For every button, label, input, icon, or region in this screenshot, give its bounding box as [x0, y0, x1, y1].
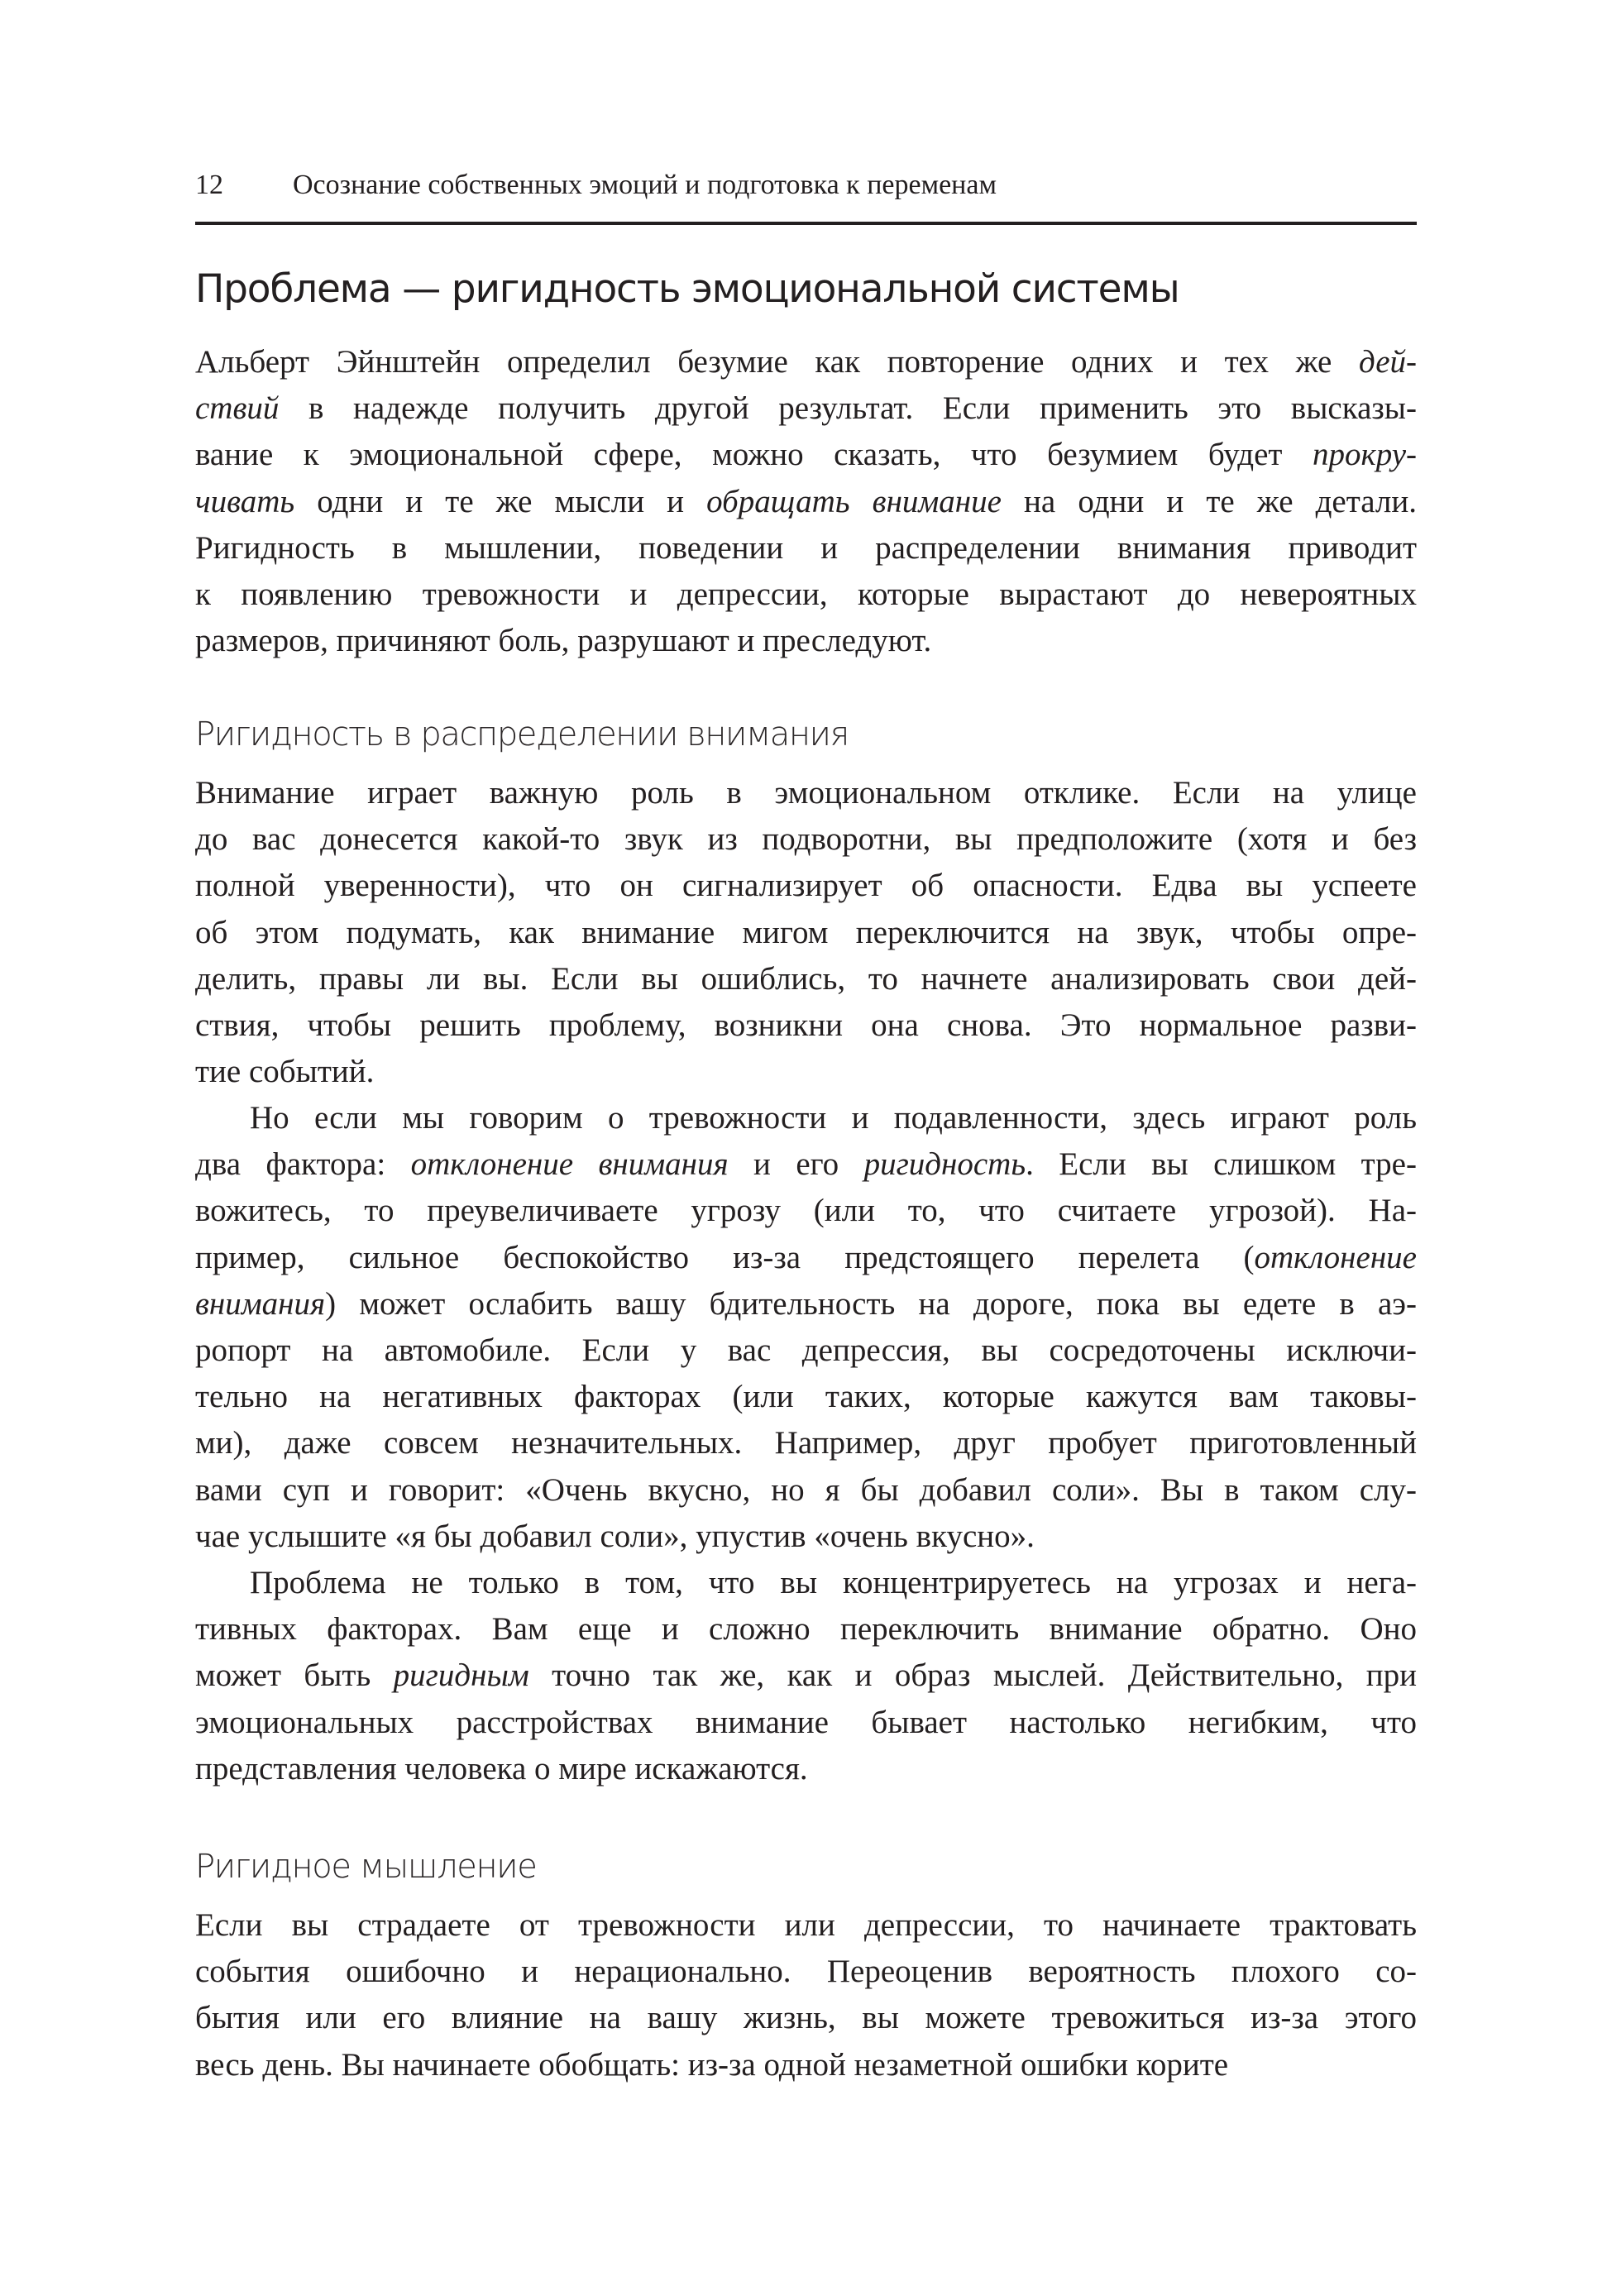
header-rule [195, 222, 1417, 225]
text-run: чае услышите «я бы добавил соли», упустив «очень вкусно». [195, 1518, 1035, 1554]
text-run: ) может ослабить вашу бдительность на дороге, пока вы едете в аэ- [325, 1285, 1417, 1322]
text-line [195, 339, 1417, 385]
text-line [195, 385, 1417, 432]
paragraph [195, 1095, 1417, 1560]
text-run: весь день. Вы начинаете обобщать: из-за одной незаметной ошибки корите [195, 2046, 1229, 2083]
text-line [195, 1700, 1417, 1746]
text-run: ствия, чтобы решить проблему, возникни она снова. Это нормальное разви- [195, 1007, 1417, 1043]
text-line [195, 1995, 1417, 2041]
text-run: эмоциональных расстройствах внимание бывает настолько негибким, что [195, 1704, 1417, 1740]
text-line [195, 572, 1417, 618]
italic-emphasis: отклонение внимания [410, 1146, 729, 1183]
paragraph [195, 1902, 1417, 2088]
text-line [195, 479, 1417, 525]
text-line [195, 1902, 1417, 1949]
text-run: два фактора: [195, 1146, 411, 1183]
italic-emphasis: чивать [195, 483, 295, 519]
text-line [195, 863, 1417, 909]
italic-emphasis: прокру- [1312, 437, 1417, 473]
text-line [195, 1281, 1417, 1327]
text-run: бытия или его влияние на вашу жизнь, вы можете тревожиться из-за этого [195, 2000, 1417, 2036]
italic-emphasis: дей- [1358, 344, 1417, 380]
text-run: одни и те же мысли и [294, 483, 707, 519]
text-line [195, 1002, 1417, 1049]
section-heading: Проблема — ригидность эмоциональной системы [195, 266, 1179, 312]
text-run: к появлению тревожности и депрессии, которые вырастают до невероятных [195, 576, 1417, 612]
text-line [195, 1560, 1417, 1606]
text-run: вожитесь, то преувеличиваете угрозу (или то, что считаете угрозой). На- [195, 1193, 1417, 1229]
running-head [195, 162, 1417, 208]
text-line [195, 618, 1417, 664]
text-line [195, 525, 1417, 572]
text-run: Если вы страдаете от тревожности или депрессии, то начинаете трактовать [195, 1907, 1417, 1943]
paragraph [195, 339, 1417, 664]
text-run: вами суп и говорит: «Очень вкусно, но я бы добавил соли». Вы в таком слу- [195, 1471, 1417, 1508]
italic-emphasis: ригидным [393, 1657, 529, 1694]
text-run: вание к эмоциональной сфере, можно сказать, что безумием будет [195, 437, 1313, 473]
text-run: пример, сильное беспокойство из-за предстоящего перелета ( [195, 1239, 1255, 1275]
text-line [195, 1949, 1417, 1995]
text-run: в надежде получить другой результат. Если применить это высказы- [279, 390, 1417, 427]
italic-emphasis: отклонение [1254, 1239, 1417, 1275]
text-line [195, 910, 1417, 956]
text-line [195, 1653, 1417, 1699]
text-line [195, 816, 1417, 863]
text-run: на одни и те же детали. [1001, 483, 1418, 519]
text-run: тивных факторах. Вам еще и сложно переключить внимание обратно. Оно [195, 1611, 1417, 1648]
subsection-heading: Ригидность в распределении внимания [195, 715, 849, 753]
text-run: . Если вы слишком тре- [1026, 1146, 1417, 1183]
text-line [195, 1235, 1417, 1281]
text-run: Проблема не только в том, что вы концентрируетесь на угрозах и нега- [250, 1565, 1417, 1600]
text-run: тельно на негативных факторах (или таких, которые кажутся вам таковы- [195, 1379, 1417, 1415]
text-line [195, 1514, 1417, 1560]
text-run: тие событий. [195, 1054, 375, 1090]
text-run: размеров, причиняют боль, разрушают и преследуют. [195, 623, 932, 659]
text-line [195, 1467, 1417, 1514]
text-run: Внимание играет важную роль в эмоциональном отклике. Если на улице [195, 775, 1417, 811]
subsection-heading: Ригидное мышление [195, 1848, 537, 1886]
text-run: Но если мы говорим о тревожности и подавленности, здесь играют роль [250, 1100, 1417, 1136]
text-line [195, 1095, 1417, 1141]
text-line [195, 1141, 1417, 1188]
text-run: представления человека о мире искажаются. [195, 1750, 808, 1787]
text-run: и его [728, 1146, 864, 1183]
text-run: делить, правы ли вы. Если вы ошиблись, то начнете анализировать свои дей- [195, 960, 1417, 997]
text-run: об этом подумать, как внимание мигом переключится на звук, чтобы опре- [195, 914, 1417, 950]
text-line [195, 432, 1417, 478]
paragraph [195, 770, 1417, 1095]
text-line [195, 1327, 1417, 1374]
italic-emphasis: ствий [195, 390, 280, 427]
text-line [195, 1420, 1417, 1466]
text-line [195, 2042, 1417, 2088]
text-run: до вас донесется какой-то звук из подворотни, вы предположите (хотя и без [195, 821, 1417, 858]
text-line [195, 1188, 1417, 1234]
text-run: ми), даже совсем незначительных. Например, друг пробует приготовленный [195, 1425, 1417, 1461]
text-line [195, 1606, 1417, 1653]
italic-emphasis: внимания [195, 1285, 326, 1322]
text-run: ропорт на автомобиле. Если у вас депрессия, вы сосредоточены исключи- [195, 1332, 1417, 1368]
text-run: Альберт Эйнштейн определил безумие как повторение одних и тех же [195, 344, 1359, 380]
italic-emphasis: обращать внимание [706, 483, 1002, 519]
text-run: события ошибочно и нерационально. Переоценив вероятность плохого со- [195, 1954, 1417, 1990]
text-line [195, 1374, 1417, 1420]
text-run: полной уверенности), что он сигнализирует об опасности. Едва вы успеете [195, 868, 1417, 904]
text-run: Ригидность в мышлении, поведении и распределении внимания приводит [195, 529, 1417, 566]
text-line [195, 1746, 1417, 1792]
text-run: точно так же, как и образ мыслей. Действительно, при [528, 1657, 1417, 1694]
text-line [195, 1049, 1417, 1095]
text-line [195, 956, 1417, 1002]
chapter-title: Осознание собственных эмоций и подготовка к переменам [293, 170, 997, 200]
text-line [195, 770, 1417, 816]
italic-emphasis: ригидность [863, 1146, 1026, 1183]
page-number: 12 [195, 170, 223, 200]
text-run: может быть [195, 1657, 394, 1694]
paragraph [195, 1560, 1417, 1792]
